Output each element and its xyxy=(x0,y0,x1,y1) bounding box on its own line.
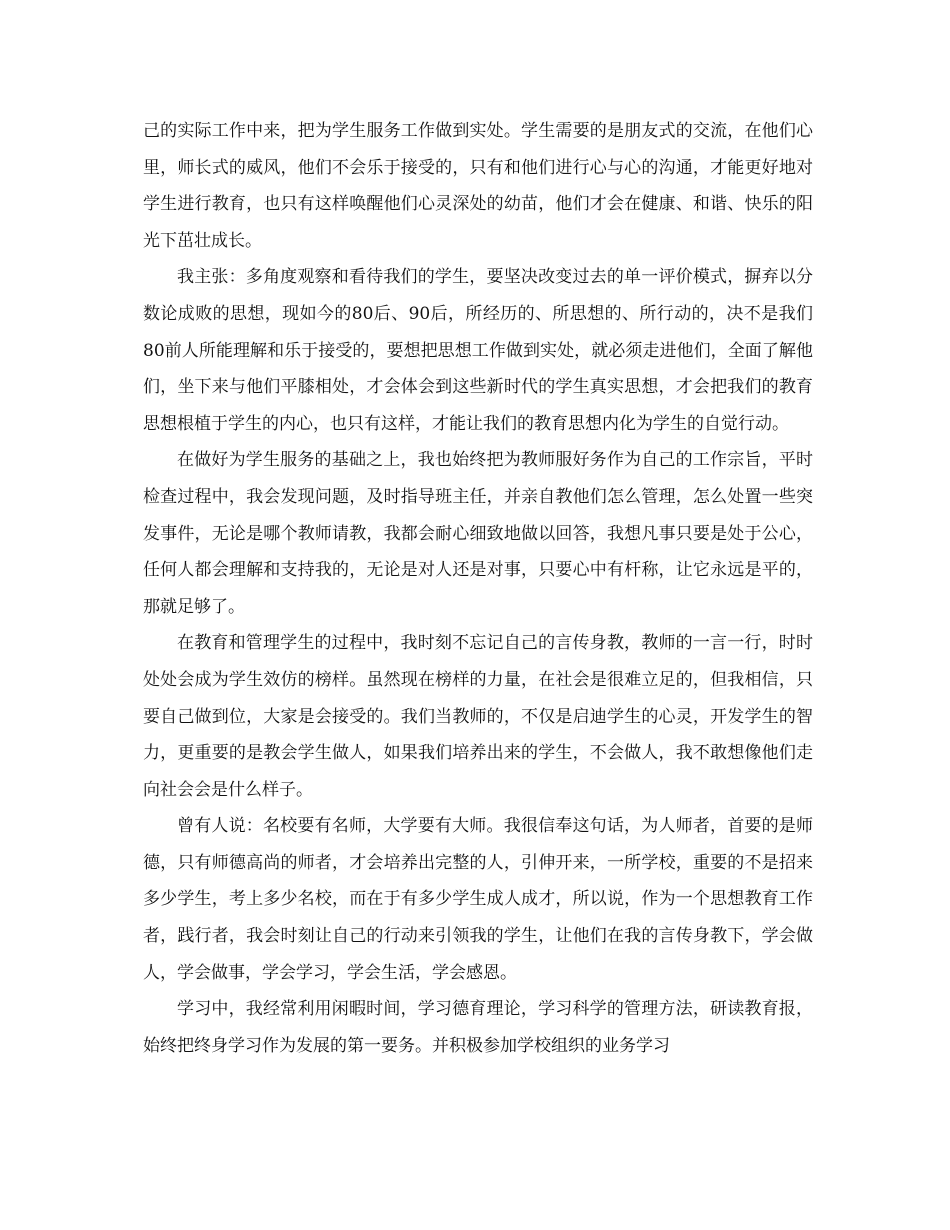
paragraph: 在做好为学生服务的基础之上，我也始终把为教师服好务作为自己的工作宗旨，平时检查过程中，我会发现问题，及时指导班主任，并亲自教他们怎么管理，怎么处置一些突发事件，无论是哪个教师请教，我都会耐心细致地做以回答，我想凡事只要是处于公心，任何人都会理解和支持我的，无论是对人还是对事，只要心中有杆称，让它永远是平的，那就足够了。 xyxy=(143,450,813,617)
paragraph: 曾有人说：名校要有名师，大学要有大师。我很信奉这句话，为人师者，首要的是师德，只有师德高尚的师者，才会培养出完整的人，引伸开来，一所学校，重要的不是招来多少学生，考上多少名校，而在于有多少学生成人成才，所以说，作为一个思想教育工作者，践行者，我会时刻让自己的行动来引领我的学生，让他们在我的言传身教下，学会做人，学会做事，学会学习，学会生活，学会感恩。 xyxy=(143,816,813,983)
paragraph: 在教育和管理学生的过程中，我时刻不忘记自己的言传身教，教师的一言一行，时时处处会成为学生效仿的榜样。虽然现在榜样的力量，在社会是很难立足的，但我相信，只要自己做到位，大家是会接受的。我们当教师的，不仅是启迪学生的心灵，开发学生的智力，更重要的是教会学生做人，如果我们培养出来的学生，不会做人，我不敢想像他们走向社会会是什么样子。 xyxy=(143,633,813,800)
paragraph: 我主张：多角度观察和看待我们的学生，要坚决改变过去的单一评价模式，摒弃以分数论成败的思想，现如今的80后、90后，所经历的、所思想的、所行动的，决不是我们80前人所能理解和乐于接受的，要想把思想工作做到实处，就必须走进他们，全面了解他们，坐下来与他们平膝相处，才会体会到这些新时代的学生真实思想，才会把我们的教育思想根植于学生的内心，也只有这样，才能让我们的教育思想内化为学生的自觉行动。 xyxy=(143,267,813,434)
document-body xyxy=(143,113,813,1064)
paragraph-continuation: 己的实际工作中来，把为学生服务工作做到实处。学生需要的是朋友式的交流，在他们心里，师长式的威风，他们不会乐于接受的，只有和他们进行心与心的沟通，才能更好地对学生进行教育，也只有这样唤醒他们心灵深处的幼苗，他们才会在健康、和谐、快乐的阳光下茁壮成长。 xyxy=(143,121,813,251)
paragraph: 学习中，我经常利用闲暇时间，学习德育理论，学习科学的管理方法，研读教育报，始终把终身学习作为发展的第一要务。并积极参加学校组织的业务学习 xyxy=(143,999,813,1056)
